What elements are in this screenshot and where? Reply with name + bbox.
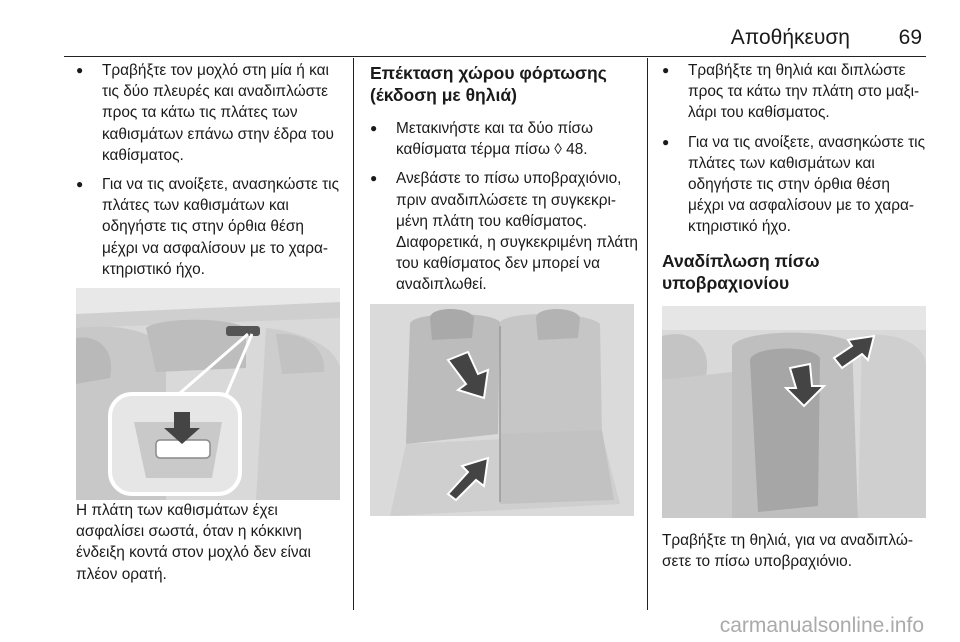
column-divider-1 — [353, 58, 354, 610]
watermark: carmanualsonline.info — [719, 614, 924, 637]
seat-lever-figure — [76, 288, 340, 500]
column-2 — [370, 60, 638, 516]
col3-heading: Αναδίπλωση πίσω υποβραχιονίου — [662, 250, 820, 293]
col3-bullet-2: ● Για να τις ανοίξετε, ανασηκώστε τις πλάτες των καθισμάτων και οδηγήστε τις στην όρθια θέση μέχρι να ασφαλίσουν με το χαρα- κτηριστικό ήχο. — [662, 132, 930, 238]
column-divider-2 — [647, 58, 648, 610]
col2-bullet-list — [370, 118, 638, 296]
col1-figure-caption: Η πλάτη των καθισμάτων έχει ασφαλίσει σωστά, όταν η κόκκινη ένδειξη κοντά στον μοχλό δεν είναι πλέον ορατή. — [76, 502, 311, 583]
armrest-figure — [662, 306, 926, 518]
col3-figure-caption: Τραβήξτε τη θηλιά, για να αναδιπλώ- σετε το πίσω υποβραχιόνιο. — [662, 531, 914, 570]
col3-bullet-list — [662, 60, 930, 238]
page-number: 69 — [898, 26, 922, 49]
col2-heading: Επέκταση χώρου φόρτωσης (έκδοση με θηλιά) — [370, 63, 607, 105]
column-3 — [662, 60, 930, 572]
rear-seat-illustration — [370, 304, 634, 516]
section-title: Αποθήκευση — [730, 26, 850, 49]
col1-bullet-1: ● Τραβήξτε τον μοχλό στη μία ή και τις δύο πλευρές και αναδιπλώστε προς τα κάτω τις πλάτες των καθισμάτων επάνω στην έδρα του καθίσματος. — [76, 60, 344, 166]
col2-bullet-1: ● Μετακινήστε και τα δύο πίσω καθίσματα τέρμα πίσω ◊ 48. — [370, 118, 638, 160]
seat-lever-illustration — [76, 288, 340, 500]
column-1 — [76, 60, 344, 585]
header-rule — [64, 56, 926, 57]
col3-bullet-1: ● Τραβήξτε τη θηλιά και διπλώστε προς τα κάτω την πλάτη στο μαξι- λάρι του καθίσματος. — [662, 60, 930, 124]
page-header — [64, 0, 926, 58]
col2-bullet-2: ● Ανεβάστε το πίσω υποβραχιόνιο, πριν αναδιπλώσετε τη συγκεκρι- μένη πλάτη του καθίσματος. Διαφορετικά, η συγκεκριμένη πλάτη του καθίσματος δεν μπορεί να αναδιπλωθεί. — [370, 168, 638, 295]
col1-bullet-list — [76, 60, 344, 280]
rear-seat-figure — [370, 304, 634, 516]
col1-bullet-2: ● Για να τις ανοίξετε, ανασηκώστε τις πλάτες των καθισμάτων και οδηγήστε τις στην όρθια θέση μέχρι να ασφαλίσουν με το χαρα- κτηριστικό ήχο. — [76, 174, 344, 280]
armrest-illustration — [662, 306, 926, 518]
